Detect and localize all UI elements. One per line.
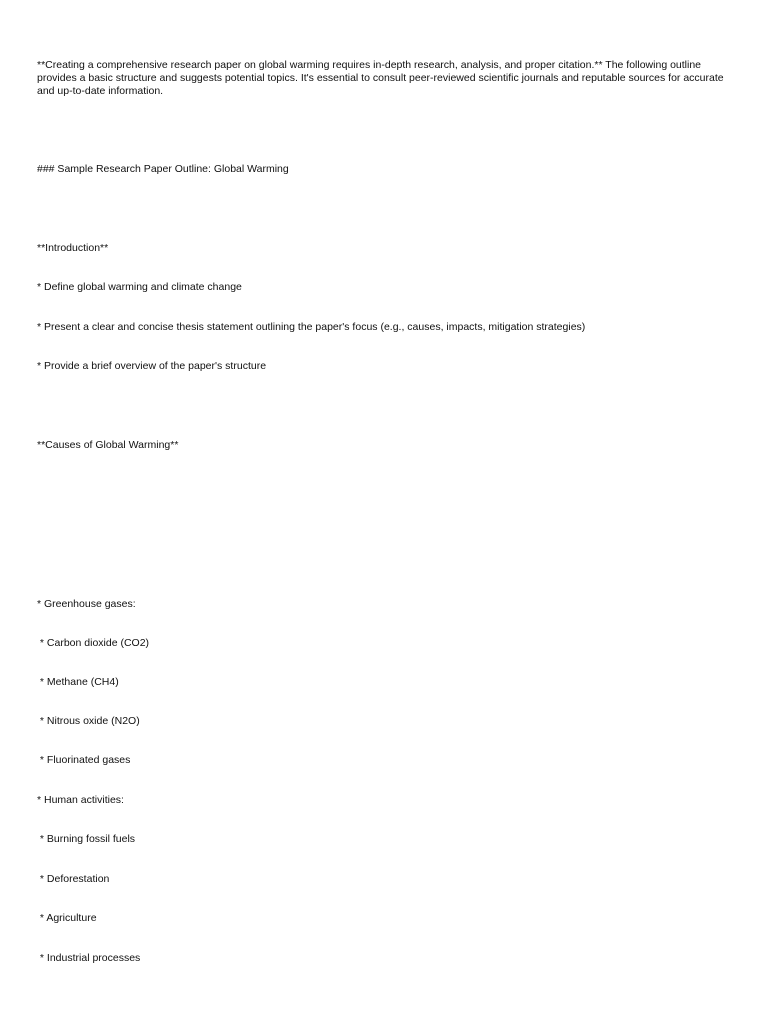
introduction-item: * Present a clear and concise thesis statement outlining the paper's focus (e.g., causes, impacts, mitigation strategies) [37,321,586,333]
human-activity-item: * Burning fossil fuels [37,833,136,845]
human-activity-item: * Deforestation [37,873,110,885]
greenhouse-gases-label: * Greenhouse gases: [37,598,136,610]
human-activities-label: * Human activities: [37,794,124,806]
human-activity-item: * Agriculture [37,912,97,924]
greenhouse-gas-item: * Nitrous oxide (N2O) [37,715,140,727]
introduction-heading: **Introduction** [37,242,109,254]
introduction-item: * Provide a brief overview of the paper's structure [37,360,267,372]
intro-paragraph: **Creating a comprehensive research paper on global warming requires in-depth research, analysis, and proper citation.** The following outline provides a basic structure and suggests potential topics. It's essential to consult peer-reviewed scientific journals and reputable sources for accurate and up-to-date information. [37,59,724,97]
greenhouse-gas-item: * Carbon dioxide (CO2) [37,637,150,649]
causes-heading: **Causes of Global Warming** [37,439,179,451]
introduction-item: * Define global warming and climate change [37,281,242,293]
greenhouse-gas-item: * Methane (CH4) [37,676,119,688]
human-activity-item: * Industrial processes [37,952,141,964]
greenhouse-gas-item: * Fluorinated gases [37,754,131,766]
outline-heading: ### Sample Research Paper Outline: Global Warming [37,163,289,175]
